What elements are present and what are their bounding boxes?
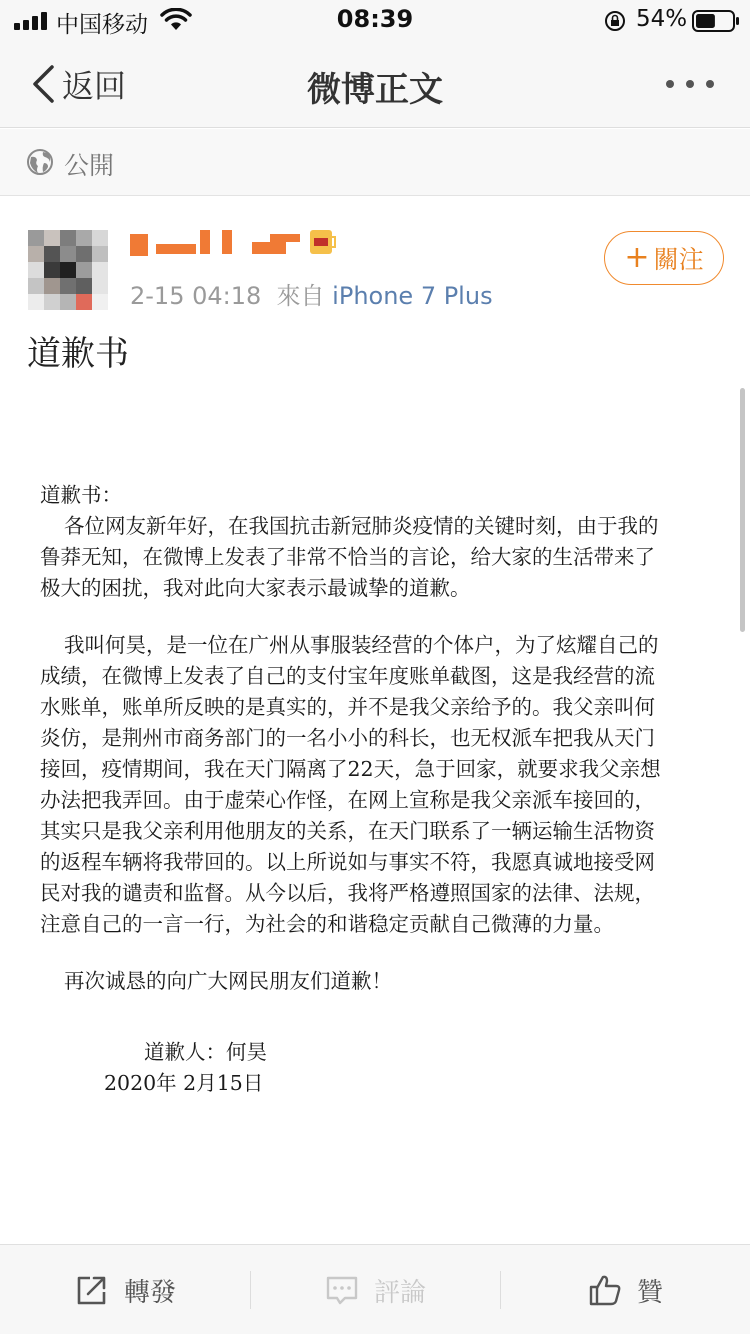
repost-button[interactable]	[0, 1245, 250, 1334]
back-button-label: 返回	[62, 67, 127, 105]
battery-percentage: 54%	[636, 6, 688, 32]
like-label: 贊	[636, 1277, 663, 1308]
letter-closing: 再次诚恳的向广大网民朋友们道歉！	[64, 969, 392, 993]
scrollbar[interactable]	[740, 388, 745, 632]
username-blurred[interactable]	[130, 230, 330, 256]
post-source-link[interactable]: iPhone 7 Plus	[332, 282, 493, 310]
letter-line: 水账单，账单所反映的是真实的，并不是我父亲给予的。我父亲叫何	[40, 695, 655, 719]
more-options-icon[interactable]	[666, 80, 714, 90]
repost-label: 轉發	[123, 1277, 176, 1308]
visibility-row	[0, 129, 750, 196]
battery-icon	[692, 10, 740, 32]
letter-line: 的返程车辆将我带回的。以上所说如与事实不符，我愿真诚地接受网	[40, 850, 655, 874]
bottom-toolbar	[0, 1244, 750, 1334]
status-bar	[0, 0, 750, 40]
follow-button-label: 關注	[653, 245, 704, 274]
carrier-name: 中国移动	[56, 12, 148, 38]
letter-line: 接回，疫情期间，我在天门隔离了22天，急于回家，就要求我父亲想	[40, 757, 661, 781]
letter-line: 注意自己的一言一行，为社会的和谐稳定贡献自己微薄的力量。	[40, 912, 614, 936]
letter-line: 成绩，在微博上发表了自己的支付宝年度账单截图，这是我经营的流	[40, 664, 655, 688]
letter-line: 极大的困扰，我对此向大家表示最诚挚的道歉。	[40, 576, 471, 600]
plus-icon: +	[624, 240, 650, 275]
post-text: 道歉书	[27, 334, 129, 374]
letter-heading: 道歉书：	[40, 483, 122, 507]
comment-label: 評論	[373, 1277, 426, 1308]
letter-line: 其实只是我父亲利用他朋友的关系，在天门联系了一辆运输生活物资	[40, 819, 655, 843]
letter-line: 办法把我弄回。由于虚荣心作怪，在网上宣称是我父亲派车接回的，	[40, 788, 655, 812]
visibility-label: 公開	[64, 151, 115, 180]
letter-line: 各位网友新年好，在我国抗击新冠肺炎疫情的关键时刻，由于我的	[64, 514, 659, 538]
orientation-lock-icon	[604, 10, 626, 32]
letter-line: 鲁莽无知，在微博上发表了非常不恰当的言论，给大家的生活带来了	[40, 545, 655, 569]
follow-button[interactable]	[604, 231, 724, 285]
source-prefix: 來自	[276, 282, 325, 310]
navigation-bar	[0, 40, 750, 128]
thumbs-up-icon	[587, 1272, 623, 1308]
letter-line: 我叫何昊，是一位在广州从事服装经营的个体户，为了炫耀自己的	[64, 633, 659, 657]
comment-button[interactable]	[250, 1245, 500, 1334]
avatar[interactable]	[28, 230, 108, 310]
letter-date: 2020年 2月15日	[104, 1071, 264, 1095]
share-icon	[74, 1272, 110, 1308]
letter-line: 炎仿，是荆州市商务部门的一名小小的科长，也无权派车把我从天门	[40, 726, 655, 750]
letter-signature: 道歉人：何昊	[144, 1040, 267, 1064]
page-title: 微博正文	[307, 70, 443, 110]
apology-letter-image[interactable]	[40, 480, 710, 1099]
comment-icon	[324, 1272, 360, 1308]
clock: 08:39	[336, 5, 414, 33]
post-timestamp: 2-15 04:18	[130, 282, 262, 310]
letter-line: 民对我的谴责和监督。从今以后，我将严格遵照国家的法律、法规，	[40, 881, 655, 905]
vip-badge-icon	[308, 228, 336, 256]
post-meta	[130, 276, 493, 311]
globe-icon	[26, 148, 54, 176]
like-button[interactable]	[500, 1245, 750, 1334]
